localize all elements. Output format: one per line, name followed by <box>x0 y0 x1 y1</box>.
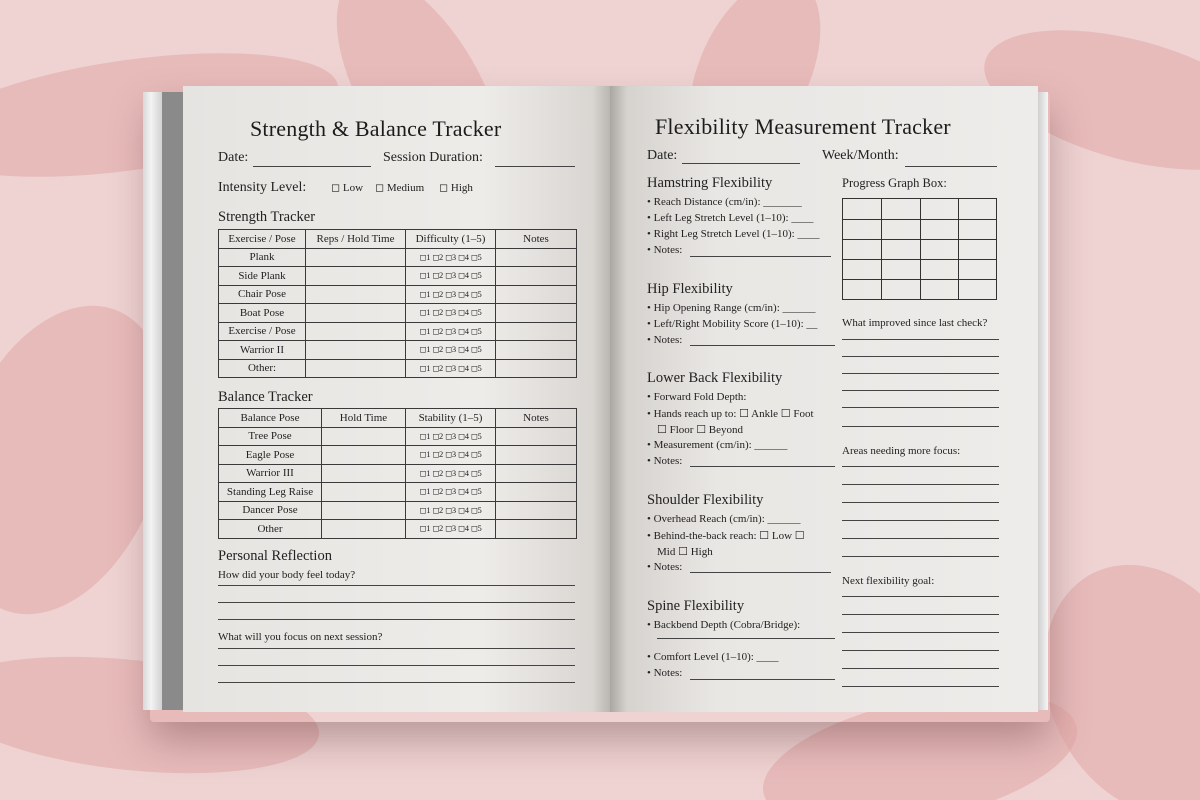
progress-graph-label: Progress Graph Box: <box>842 176 947 190</box>
pose-cell: Warrior III <box>219 464 322 483</box>
grid-row <box>843 239 996 240</box>
strength-tracker-heading: Strength Tracker <box>218 209 316 225</box>
improved-question: What improved since last check? <box>842 317 988 329</box>
write-line[interactable] <box>842 668 999 669</box>
write-line[interactable] <box>218 602 575 603</box>
write-line[interactable] <box>842 390 999 391</box>
reps-cell[interactable] <box>306 285 406 304</box>
reps-cell[interactable] <box>306 304 406 323</box>
write-line[interactable] <box>842 466 999 467</box>
notes-cell[interactable] <box>496 248 577 267</box>
write-line[interactable] <box>842 520 999 521</box>
table-row <box>219 322 577 341</box>
stability-scale[interactable]: ◻1 ◻2 ◻3 ◻4 ◻5 <box>406 427 496 446</box>
write-line[interactable] <box>218 619 575 620</box>
write-line[interactable] <box>842 339 999 340</box>
pose-cell: Tree Pose <box>219 427 322 446</box>
reps-cell[interactable] <box>306 248 406 267</box>
spine-notes-item[interactable]: • Notes: <box>647 667 682 679</box>
comfort-level-item[interactable]: • Comfort Level (1–10): ____ <box>647 651 779 663</box>
table-header: Exercise / Pose <box>219 230 306 249</box>
intensity-high-option[interactable]: ◻ High <box>439 182 473 194</box>
notes-cell[interactable] <box>496 304 577 323</box>
notes-cell[interactable] <box>496 322 577 341</box>
notes-line[interactable] <box>690 345 835 346</box>
table-header: Notes <box>496 230 577 249</box>
behind-back-item[interactable]: • Behind-the-back reach: ☐ Low ☐ <box>647 529 805 542</box>
pose-cell: Side Plank <box>219 267 306 286</box>
write-line[interactable] <box>842 686 999 687</box>
table-row <box>219 248 577 267</box>
notes-cell[interactable] <box>496 341 577 360</box>
date-label: Date: <box>647 148 678 163</box>
measurement-item[interactable]: • Measurement (cm/in): ______ <box>647 439 787 451</box>
hamstring-reach-item[interactable]: • Reach Distance (cm/in): _______ <box>647 196 802 208</box>
reps-cell[interactable] <box>306 341 406 360</box>
hold-cell[interactable] <box>322 483 406 502</box>
grid-column <box>958 199 959 299</box>
notes-line[interactable] <box>690 466 835 467</box>
difficulty-scale[interactable]: ◻1 ◻2 ◻3 ◻4 ◻5 <box>406 322 496 341</box>
reflection-question-2: What will you focus on next session? <box>218 631 383 643</box>
notes-cell[interactable] <box>496 359 577 378</box>
hold-cell[interactable] <box>322 427 406 446</box>
difficulty-scale[interactable]: ◻1 ◻2 ◻3 ◻4 ◻5 <box>406 267 496 286</box>
forward-fold-item: • Forward Fold Depth: <box>647 391 747 403</box>
difficulty-scale[interactable]: ◻1 ◻2 ◻3 ◻4 ◻5 <box>406 304 496 323</box>
date-field[interactable] <box>253 166 371 167</box>
notes-line[interactable] <box>690 256 831 257</box>
balance-table <box>218 408 577 539</box>
shoulder-heading: Shoulder Flexibility <box>647 492 764 508</box>
backbend-line[interactable] <box>657 638 835 639</box>
balance-tracker-heading: Balance Tracker <box>218 389 313 405</box>
reps-cell[interactable] <box>306 359 406 378</box>
grid-column <box>881 199 882 299</box>
hip-notes-item[interactable]: • Notes: <box>647 334 682 346</box>
hamstring-right-item[interactable]: • Right Leg Stretch Level (1–10): ____ <box>647 228 820 240</box>
table-row <box>219 501 577 520</box>
write-line[interactable] <box>842 356 999 357</box>
pose-cell: Boat Pose <box>219 304 306 323</box>
notes-cell[interactable] <box>496 483 577 502</box>
difficulty-scale[interactable]: ◻1 ◻2 ◻3 ◻4 ◻5 <box>406 341 496 360</box>
week-month-field[interactable] <box>905 166 997 167</box>
write-line[interactable] <box>842 632 999 633</box>
write-line[interactable] <box>842 407 999 408</box>
table-row <box>219 285 577 304</box>
intensity-medium-option[interactable]: ◻ Medium <box>375 182 425 194</box>
intensity-high-label: High <box>450 182 473 194</box>
reflection-question-1: How did your body feel today? <box>218 569 356 581</box>
grid-column <box>920 199 921 299</box>
stability-scale[interactable]: ◻1 ◻2 ◻3 ◻4 ◻5 <box>406 446 496 465</box>
write-line[interactable] <box>218 585 575 586</box>
right-page <box>610 86 1038 712</box>
write-line[interactable] <box>842 484 999 485</box>
session-duration-field[interactable] <box>495 166 575 167</box>
table-row <box>219 427 577 446</box>
page-stack <box>162 92 184 710</box>
notes-cell[interactable] <box>496 446 577 465</box>
hold-cell[interactable] <box>322 501 406 520</box>
notes-cell[interactable] <box>496 501 577 520</box>
intensity-low-label: Low <box>342 182 364 194</box>
table-row <box>219 304 577 323</box>
lower-back-notes-item[interactable]: • Notes: <box>647 455 682 467</box>
hip-mobility-item[interactable]: • Left/Right Mobility Score (1–10): __ <box>647 318 817 330</box>
hip-range-item[interactable]: • Hip Opening Range (cm/in): ______ <box>647 302 816 314</box>
hold-cell[interactable] <box>322 446 406 465</box>
hands-reach-item[interactable]: • Hands reach up to: ☐ Ankle ☐ Foot <box>647 407 814 420</box>
stability-scale[interactable]: ◻1 ◻2 ◻3 ◻4 ◻5 <box>406 520 496 539</box>
pose-cell: Other <box>219 520 322 539</box>
notes-line[interactable] <box>690 679 835 680</box>
table-header: Stability (1–5) <box>406 409 496 428</box>
grid-row <box>843 219 996 220</box>
table-row <box>219 520 577 539</box>
intensity-medium-label: Medium <box>386 182 425 194</box>
intensity-low-option[interactable]: ◻ Low <box>331 182 364 194</box>
table-row <box>219 341 577 360</box>
pose-cell: Exercise / Pose <box>219 322 306 341</box>
backbend-item[interactable]: • Backbend Depth (Cobra/Bridge): <box>647 619 800 631</box>
table-row <box>219 483 577 502</box>
write-line[interactable] <box>842 373 999 374</box>
page-title: Flexibility Measurement Tracker <box>655 114 951 139</box>
table-header-row <box>219 230 577 249</box>
notes-cell[interactable] <box>496 267 577 286</box>
difficulty-scale[interactable]: ◻1 ◻2 ◻3 ◻4 ◻5 <box>406 248 496 267</box>
week-month-label: Week/Month: <box>822 148 899 163</box>
progress-graph-box[interactable] <box>842 198 997 300</box>
table-header: Hold Time <box>322 409 406 428</box>
behind-back-options[interactable]: Mid ☐ High <box>657 546 713 558</box>
hamstring-notes-item[interactable]: • Notes: <box>647 244 682 256</box>
stability-scale[interactable]: ◻1 ◻2 ◻3 ◻4 ◻5 <box>406 464 496 483</box>
pose-cell: Eagle Pose <box>219 446 322 465</box>
write-line[interactable] <box>842 426 999 427</box>
write-line[interactable] <box>842 556 999 557</box>
overhead-reach-item[interactable]: • Overhead Reach (cm/in): ______ <box>647 513 801 525</box>
write-line[interactable] <box>842 596 999 597</box>
table-header: Reps / Hold Time <box>306 230 406 249</box>
intensity-label: Intensity Level: <box>218 180 307 195</box>
write-line[interactable] <box>842 538 999 539</box>
table-row <box>219 446 577 465</box>
hold-cell[interactable] <box>322 520 406 539</box>
difficulty-scale[interactable]: ◻1 ◻2 ◻3 ◻4 ◻5 <box>406 285 496 304</box>
pose-cell: Plank <box>219 248 306 267</box>
reps-cell[interactable] <box>306 322 406 341</box>
pose-cell: Dancer Pose <box>219 501 322 520</box>
goal-question: Next flexibility goal: <box>842 575 935 587</box>
shoulder-notes-item[interactable]: • Notes: <box>647 561 682 573</box>
reps-cell[interactable] <box>306 267 406 286</box>
notes-line[interactable] <box>690 572 831 573</box>
hold-cell[interactable] <box>322 464 406 483</box>
difficulty-scale[interactable]: ◻1 ◻2 ◻3 ◻4 ◻5 <box>406 359 496 378</box>
table-row <box>219 359 577 378</box>
page-title: Strength & Balance Tracker <box>250 116 502 141</box>
write-line[interactable] <box>842 614 999 615</box>
hip-heading: Hip Flexibility <box>647 281 733 297</box>
personal-reflection-heading: Personal Reflection <box>218 548 332 564</box>
table-header: Difficulty (1–5) <box>406 230 496 249</box>
stability-scale[interactable]: ◻1 ◻2 ◻3 ◻4 ◻5 <box>406 483 496 502</box>
pose-cell: Standing Leg Raise <box>219 483 322 502</box>
page-edges <box>143 92 163 710</box>
notes-cell[interactable] <box>496 285 577 304</box>
grid-row <box>843 259 996 260</box>
spine-heading: Spine Flexibility <box>647 598 745 614</box>
notes-cell[interactable] <box>496 427 577 446</box>
notes-cell[interactable] <box>496 520 577 539</box>
hands-reach-options[interactable]: ☐ Floor ☐ Beyond <box>657 424 744 436</box>
lower-back-heading: Lower Back Flexibility <box>647 370 783 386</box>
table-row <box>219 267 577 286</box>
stability-scale[interactable]: ◻1 ◻2 ◻3 ◻4 ◻5 <box>406 501 496 520</box>
grid-row <box>843 279 996 280</box>
table-header-row <box>219 409 577 428</box>
focus-question: Areas needing more focus: <box>842 445 961 457</box>
write-line[interactable] <box>842 502 999 503</box>
session-duration-label: Session Duration: <box>383 150 483 165</box>
table-header: Notes <box>496 409 577 428</box>
table-header: Balance Pose <box>219 409 322 428</box>
left-page <box>183 86 610 712</box>
notes-cell[interactable] <box>496 464 577 483</box>
hamstring-heading: Hamstring Flexibility <box>647 175 773 191</box>
write-line[interactable] <box>842 650 999 651</box>
table-row <box>219 464 577 483</box>
pose-cell: Chair Pose <box>219 285 306 304</box>
date-label: Date: <box>218 150 249 165</box>
pose-cell: Other: <box>219 359 306 378</box>
write-line[interactable] <box>218 682 575 683</box>
hamstring-left-item[interactable]: • Left Leg Stretch Level (1–10): ____ <box>647 212 813 224</box>
write-line[interactable] <box>218 648 575 649</box>
strength-table <box>218 229 577 378</box>
write-line[interactable] <box>218 665 575 666</box>
pose-cell: Warrior II <box>219 341 306 360</box>
date-field[interactable] <box>682 163 800 164</box>
